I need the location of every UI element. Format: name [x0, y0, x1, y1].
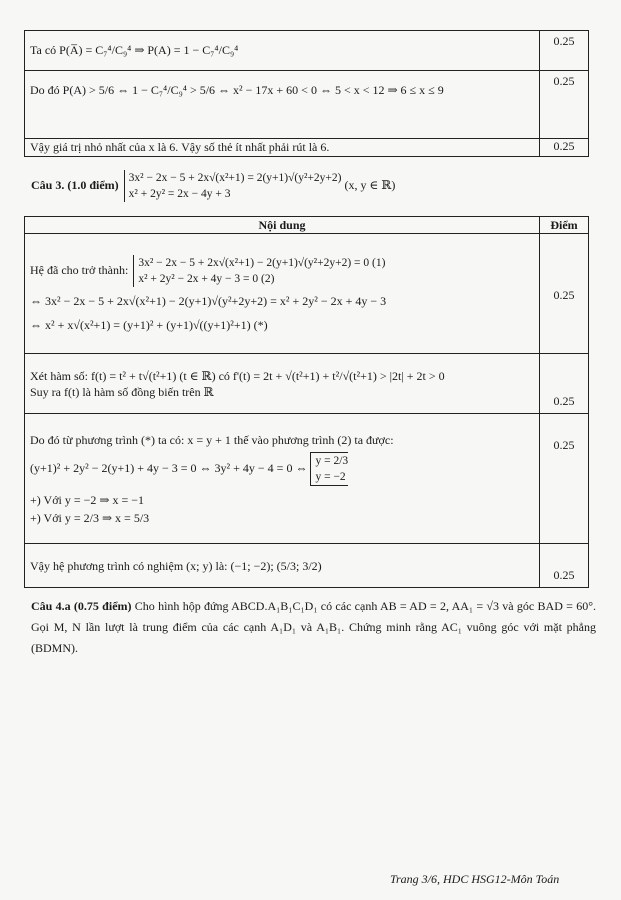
equation-system: 3x² − 2x − 5 + 2x√(x²+1) − 2(y+1)√(y²+2y+2) = 0 (1) x² + 2y² − 2x + 4y − 3 = 0 (2) [133, 255, 385, 287]
points-cell: 0.25 [540, 414, 589, 544]
question-4a [31, 596, 596, 659]
solution-line: Vậy giá trị nhỏ nhất của x là 6. Vậy số thẻ ít nhất phải rút là 6. [25, 139, 540, 157]
question-3-heading [31, 170, 395, 202]
page-footer: Trang 3/6, HDC HSG12-Môn Toán [390, 872, 560, 886]
header-content: Nội dung [25, 217, 540, 234]
header-points: Điểm [540, 217, 589, 234]
equation-system: 3x² − 2x − 5 + 2x√(x²+1) = 2(y+1)√(y²+2y+2) x² + 2y² = 2x − 4y + 3 [124, 170, 342, 202]
points-cell: 0.25 [540, 139, 589, 157]
solution-line: Do đó P(A) > 5/6 ⇔ 1 − C₇⁴/C₉⁴ > 5/6 ⇔ x² − 17x + 60 < 0 ⇔ 5 < x < 12 ⇒ 6 ≤ x ≤ 9 [25, 71, 540, 139]
solution-line: Ta có P(A̅) = C₇⁴/C₉⁴ ⇒ P(A) = 1 − C₇⁴/C₉⁴ [25, 31, 540, 71]
solution-step: Vậy hệ phương trình có nghiệm (x; y) là: (−1; −2); (5/3; 3/2) [25, 544, 540, 588]
question-text: Cho hình hộp đứng ABCD.A₁B₁C₁D₁ có các cạnh AB = AD = 2, AA₁ = √3 và góc BAD = 60°. Gọi M, N lần lượt là trung điểm của các cạnh A₁D₁ và A₁B₁. Chứng minh rằng AC₁ vuông góc với mặt phẳng (BDMN). [31, 599, 596, 655]
root-bracket: y = 2/3 y = −2 [310, 452, 348, 486]
solution-step: Xét hàm số: f(t) = t² + t√(t²+1) (t ∈ ℝ) có f'(t) = 2t + √(t²+1) + t²/√(t²+1) > |2t| + 2t > 0 Suy ra f(t) là hàm số đồng biến trên ℝ [25, 354, 540, 414]
answer-table-2 [24, 216, 589, 588]
answer-table-1 [24, 30, 589, 157]
points-cell: 0.25 [540, 544, 589, 588]
variable-domain: (x, y ∈ ℝ) [344, 177, 396, 192]
question-label: Câu 4.a (0.75 điểm) [31, 599, 132, 613]
question-label: Câu 3. (1.0 điểm) [31, 177, 119, 192]
solution-step: Do đó từ phương trình (*) ta có: x = y + 1 thế vào phương trình (2) ta được: (y+1)² + 2y² − 2(y+1) + 4y − 3 = 0 ⇔ 3y² + 4y − 4 = 0 ⇔ y = 2/3 y = −2 +) Với y = −2 ⇒ x = −1 +) Với y = 2/3 ⇒ x = 5/3 [25, 414, 540, 544]
points-cell: 0.25 [540, 71, 589, 139]
solution-step: Hệ đã cho trở thành: 3x² − 2x − 5 + 2x√(x²+1) − 2(y+1)√(y²+2y+2) = 0 (1) x² + 2y² − 2x + 4y − 3 = 0 (2) ⇔ 3x² − 2x − 5 + 2x√(x²+1) − 2(y+1)√(y²+2y+2) = x² + 2y² − 2x + 4y − 3 ⇔ x² + x√(x²+1) = (y+1)² + (y+1)√((y+1)²+1) (*) [25, 234, 540, 354]
points-cell: 0.25 [540, 234, 589, 354]
points-cell: 0.25 [540, 31, 589, 71]
points-cell: 0.25 [540, 354, 589, 414]
